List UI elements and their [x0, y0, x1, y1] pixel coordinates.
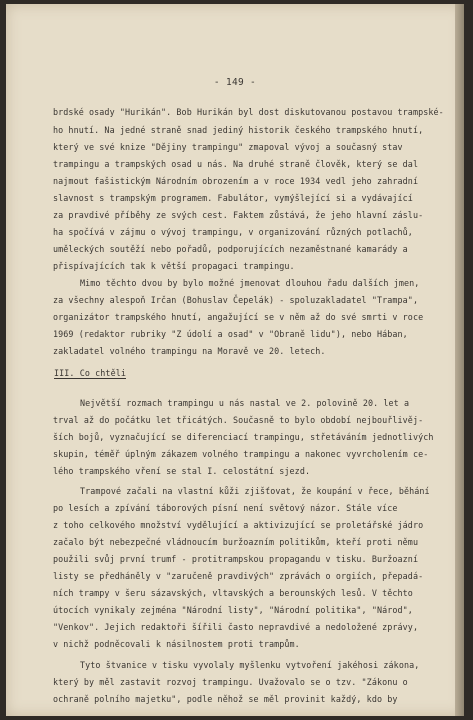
- text-line: Trampové začali na vlastní kůži zjišťovat, že koupání v řece, běhání: [80, 486, 430, 496]
- text-line: ochraně polního majetku", podle něhož se měl provinit každý, kdo by: [53, 694, 398, 704]
- text-line: který ve své knize "Dějiny trampingu" zmapoval vývoj a současný stav: [53, 142, 403, 152]
- page-number: - 149 -: [213, 77, 257, 88]
- text-line: uměleckých soutěží nebo pořadů, podporujících nezaměstnané kamarády a: [53, 244, 408, 254]
- text-line: Tyto štvanice v tisku vyvolaly myšlenku vytvoření jakéhosi zákona,: [80, 660, 420, 670]
- text-line: skupin, téměř úplným zákazem volného trampingu a nakonec vyvrcholením ce-: [53, 449, 429, 459]
- text-line: organizátor trampského hnutí, angažující se v něm až do své smrti v roce: [53, 312, 424, 322]
- text-line: "Venkov". Jejich redaktoři šířili často nepravdivé a nedoložené zprávy,: [53, 622, 419, 632]
- text-line: z toho celkového množství vydělující a aktivizující se proletářské jádro: [53, 520, 424, 530]
- text-line: ha spočívá v zájmu o vývoj trampingu, v organizování různých potlachů,: [53, 227, 413, 237]
- text-line: brdské osady "Hurikán". Bob Hurikán byl dost diskutovanou postavou trampské-: [53, 107, 444, 117]
- text-line: Největší rozmach trampingu u nás nastal ve 2. polovině 20. let a: [80, 398, 410, 408]
- text-line: po lesích a zpívání táborových písní není světový názor. Stále více: [53, 503, 398, 513]
- text-line: přispívajících tak k větší propagaci trampingu.: [53, 261, 295, 271]
- text-line: ních trampy v šeru sázavských, vltavských a berounských lesů. V těchto: [53, 588, 413, 598]
- text-line: slavnost s trampským programem. Fabulátor, vymýšlející si a vydávající: [53, 193, 413, 203]
- text-line: použili svůj první trumf - protitrampskou propagandu v tisku. Buržoazní: [53, 554, 419, 564]
- text-line: ších bojů, vyznačující se diferenciací trampingu, střetáváním jednotlivých: [53, 432, 434, 442]
- document-page: [6, 4, 464, 716]
- text-line: za všechny alespoň Irčan (Bohuslav Čepelák) - spoluzakladatel "Trampa",: [53, 295, 419, 305]
- text-line: útocích vynikaly zejména "Národní listy", "Národní politika", "Národ",: [53, 605, 413, 615]
- section-heading: III. Co chtěli: [54, 368, 126, 378]
- text-line: v nichž podněcovali k násilnostem proti trampům.: [53, 639, 300, 649]
- text-line: lého trampského vření se stal I. celostátní sjezd.: [53, 466, 311, 476]
- text-line: začalo být nebezpečné vládnoucím buržoazním politikům, kteří proti němu: [53, 537, 419, 547]
- text-line: trampingu a trampských osad u nás. Na druhé straně člověk, který se dal: [53, 159, 419, 169]
- page-binding-edge: [455, 4, 464, 716]
- text-line: za pravdivé příběhy ze svých cest. Faktem zůstává, že jeho hlavní záslu-: [53, 210, 424, 220]
- text-line: který by měl zastavit rozvoj trampingu. Uvažovalo se o tzv. "Zákonu o: [53, 677, 408, 687]
- text-line: 1969 (redaktor rubriky "Z údolí a osad" v "Obraně lidu"), nebo Hában,: [53, 329, 408, 339]
- text-line: ho hnutí. Na jedné straně snad jediný historik českého trampského hnutí,: [53, 125, 424, 135]
- text-line: listy se předháněly v "zaručeně pravdivých" zprávách o orgiích, přepadá-: [53, 571, 424, 581]
- text-line: Mimo těchto dvou by bylo možné jmenovat dlouhou řadu dalších jmen,: [80, 278, 420, 288]
- text-line: trval až do počátku let třicátých. Současně to bylo období nejbouřlivěj-: [53, 415, 424, 425]
- text-line: najmout fašistickým Národním obrozením a v roce 1934 vedl jeho zahradní: [53, 176, 419, 186]
- text-line: zakladatel volného trampingu na Moravě ve 20. letech.: [53, 346, 326, 356]
